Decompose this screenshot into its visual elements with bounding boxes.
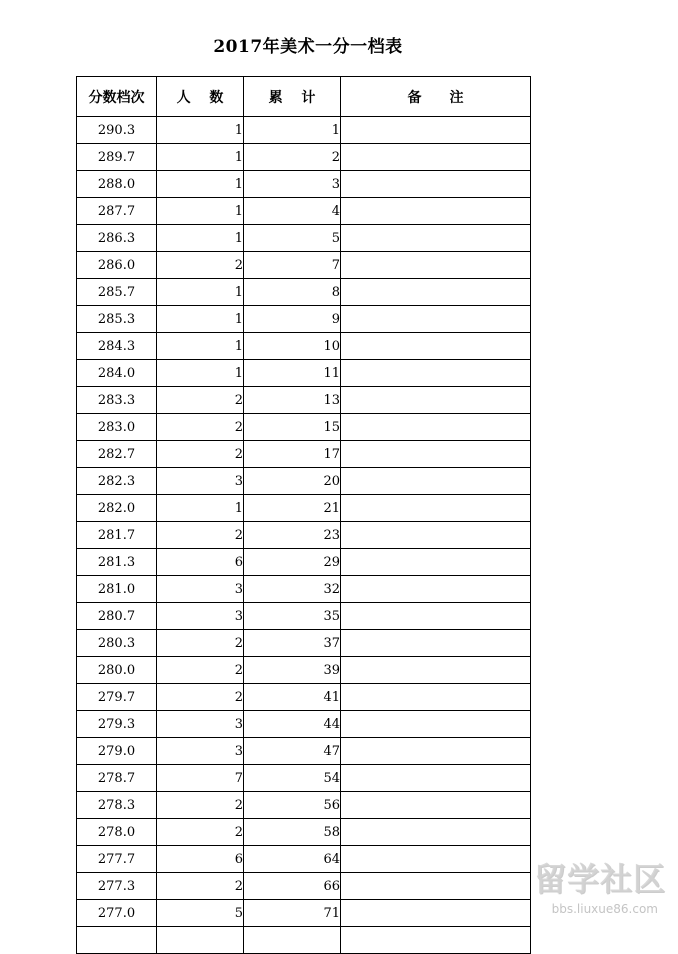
table-row [77,846,531,873]
cell-cumulative: 21 [244,495,341,522]
table-row [77,117,531,144]
cell-count: 3 [157,603,244,630]
cell-count: 2 [157,684,244,711]
cell-cumulative: 35 [244,603,341,630]
table-row [77,549,531,576]
page-title: 2017年美术一分一档表 [213,37,403,57]
cell-score: 277.7 [77,846,157,873]
cell-score [77,927,157,954]
cell-cumulative: 71 [244,900,341,927]
cell-count: 1 [157,306,244,333]
table-row [77,468,531,495]
cell-cumulative: 58 [244,819,341,846]
cell-cumulative: 4 [244,198,341,225]
cell-score: 285.7 [77,279,157,306]
cell-cumulative: 11 [244,360,341,387]
table-row [77,630,531,657]
cell-cumulative: 64 [244,846,341,873]
table-row [77,522,531,549]
table-row [77,765,531,792]
cell-count: 2 [157,873,244,900]
cell-score: 280.3 [77,630,157,657]
cell-note [341,657,531,684]
table-row [77,279,531,306]
cell-count: 1 [157,144,244,171]
table-header-row [77,77,531,117]
cell-score: 281.7 [77,522,157,549]
cell-count: 1 [157,333,244,360]
table-row [77,198,531,225]
cell-note [341,711,531,738]
cell-note [341,495,531,522]
cell-count: 2 [157,414,244,441]
table-row [77,441,531,468]
table-row [77,603,531,630]
cell-count: 7 [157,765,244,792]
cell-score: 286.0 [77,252,157,279]
cell-count: 2 [157,252,244,279]
cell-score: 278.0 [77,819,157,846]
column-header-count: 人 数 [157,77,244,117]
cell-count [157,927,244,954]
table-row [77,738,531,765]
table-row [77,495,531,522]
cell-score: 285.3 [77,306,157,333]
cell-count: 1 [157,279,244,306]
cell-count: 3 [157,711,244,738]
cell-score: 289.7 [77,144,157,171]
cell-score: 279.3 [77,711,157,738]
cell-cumulative: 37 [244,630,341,657]
cell-score: 277.3 [77,873,157,900]
watermark-logo: 留学社区 [533,860,666,898]
table-row [77,927,531,954]
table-row [77,576,531,603]
cell-score: 277.0 [77,900,157,927]
cell-score: 290.3 [77,117,157,144]
cell-note [341,279,531,306]
cell-count: 2 [157,387,244,414]
cell-score: 283.0 [77,414,157,441]
cell-note [341,360,531,387]
cell-count: 1 [157,171,244,198]
cell-note [341,630,531,657]
cell-cumulative: 9 [244,306,341,333]
cell-cumulative: 17 [244,441,341,468]
cell-count: 3 [157,468,244,495]
cell-note [341,144,531,171]
cell-note [341,468,531,495]
cell-count: 1 [157,198,244,225]
cell-count: 5 [157,900,244,927]
cell-cumulative: 54 [244,765,341,792]
cell-note [341,387,531,414]
cell-score: 282.0 [77,495,157,522]
cell-note [341,414,531,441]
cell-score: 278.7 [77,765,157,792]
cell-count: 6 [157,549,244,576]
cell-cumulative: 15 [244,414,341,441]
cell-cumulative: 41 [244,684,341,711]
cell-score: 279.7 [77,684,157,711]
cell-note [341,927,531,954]
cell-cumulative: 5 [244,225,341,252]
cell-count: 2 [157,819,244,846]
cell-score: 282.7 [77,441,157,468]
cell-count: 2 [157,522,244,549]
cell-note [341,900,531,927]
cell-count: 1 [157,360,244,387]
cell-cumulative: 39 [244,657,341,684]
table-row [77,387,531,414]
cell-count: 2 [157,657,244,684]
cell-count: 2 [157,441,244,468]
cell-cumulative: 7 [244,252,341,279]
cell-note [341,441,531,468]
cell-note [341,873,531,900]
cell-cumulative: 8 [244,279,341,306]
cell-note [341,603,531,630]
table-row [77,252,531,279]
cell-score: 287.7 [77,198,157,225]
table-row [77,414,531,441]
cell-cumulative: 13 [244,387,341,414]
cell-count: 2 [157,630,244,657]
table-row [77,684,531,711]
cell-score: 281.3 [77,549,157,576]
cell-cumulative: 47 [244,738,341,765]
cell-score: 280.7 [77,603,157,630]
table-row [77,144,531,171]
cell-note [341,765,531,792]
cell-count: 1 [157,225,244,252]
cell-count: 3 [157,738,244,765]
cell-note [341,738,531,765]
cell-count: 3 [157,576,244,603]
cell-note [341,171,531,198]
cell-note [341,306,531,333]
cell-note [341,117,531,144]
table-row [77,333,531,360]
cell-note [341,522,531,549]
cell-score: 280.0 [77,657,157,684]
cell-cumulative: 10 [244,333,341,360]
cell-cumulative: 2 [244,144,341,171]
table-body [77,117,531,954]
cell-note [341,225,531,252]
cell-cumulative [244,927,341,954]
cell-count: 1 [157,495,244,522]
table-row [77,819,531,846]
cell-note [341,684,531,711]
cell-note [341,333,531,360]
table-row [77,306,531,333]
score-table [76,76,531,954]
table-row [77,711,531,738]
column-header-cumulative: 累 计 [244,77,341,117]
cell-cumulative: 32 [244,576,341,603]
cell-count: 6 [157,846,244,873]
cell-cumulative: 20 [244,468,341,495]
cell-score: 284.0 [77,360,157,387]
watermark-url: bbs.liuxue86.com [551,902,658,916]
cell-score: 284.3 [77,333,157,360]
table-row [77,225,531,252]
cell-note [341,252,531,279]
cell-cumulative: 44 [244,711,341,738]
cell-cumulative: 3 [244,171,341,198]
cell-cumulative: 23 [244,522,341,549]
table-row [77,360,531,387]
cell-cumulative: 1 [244,117,341,144]
cell-score: 279.0 [77,738,157,765]
cell-note [341,549,531,576]
table-row [77,792,531,819]
table-row [77,171,531,198]
cell-count: 2 [157,792,244,819]
cell-note [341,198,531,225]
cell-note [341,819,531,846]
table-row [77,873,531,900]
table-row [77,900,531,927]
cell-score: 282.3 [77,468,157,495]
cell-note [341,846,531,873]
table-row [77,657,531,684]
column-header-note: 备 注 [341,77,531,117]
cell-score: 278.3 [77,792,157,819]
cell-score: 286.3 [77,225,157,252]
cell-count: 1 [157,117,244,144]
cell-cumulative: 66 [244,873,341,900]
cell-score: 281.0 [77,576,157,603]
cell-note [341,792,531,819]
cell-cumulative: 56 [244,792,341,819]
cell-score: 283.3 [77,387,157,414]
cell-cumulative: 29 [244,549,341,576]
column-header-score: 分数档次 [77,77,157,117]
cell-score: 288.0 [77,171,157,198]
cell-note [341,576,531,603]
